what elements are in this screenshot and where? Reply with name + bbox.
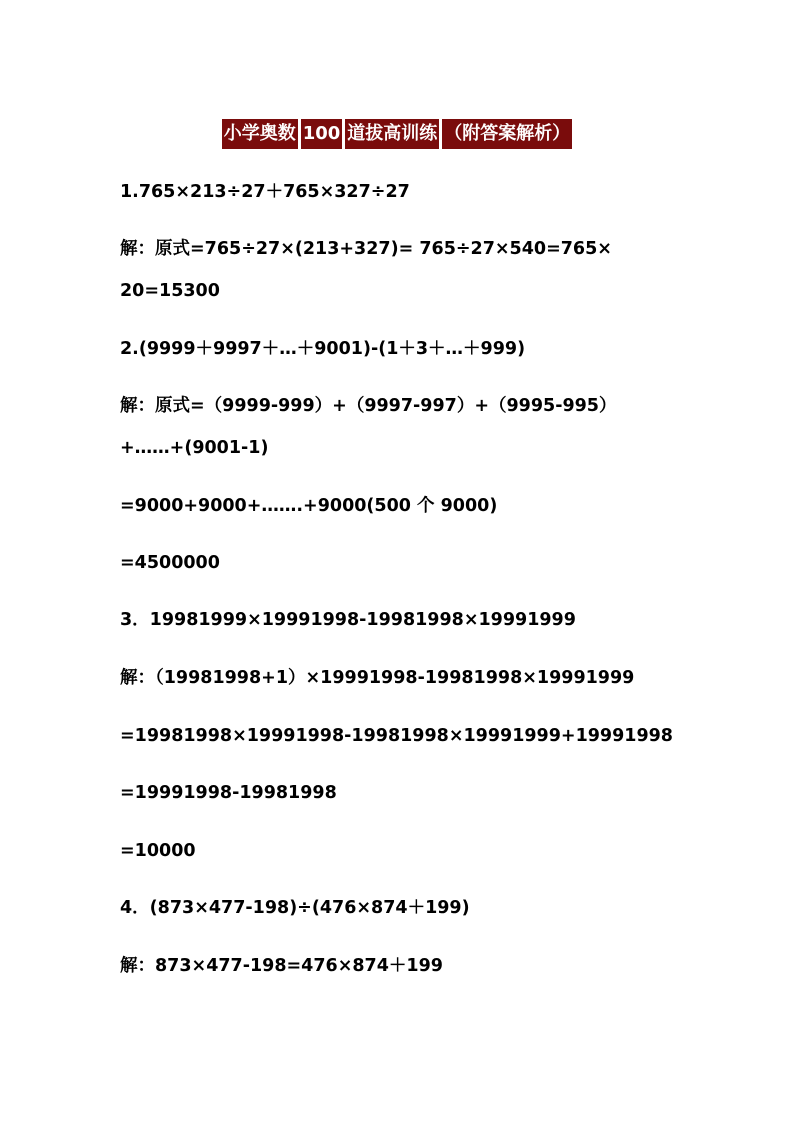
solution-3-line-1: 解：（19981998+1）×19991998-19981998×19991999 bbox=[120, 668, 635, 688]
solution-2-line-2: +……+(9001-1) bbox=[120, 438, 269, 458]
solution-2-line-1: 解：原式=（9999-999）+（9997-997）+（9995-995） bbox=[120, 396, 617, 416]
title-segment: 小学奥数 bbox=[222, 119, 298, 149]
solution-3-line-2: =19981998×19991998-19981998×19991999+19991998 bbox=[120, 726, 673, 746]
problem-4: 4．(873×477-198)÷(476×874＋199) bbox=[120, 898, 470, 918]
problem-2: 2.(9999＋9997＋…＋9001)-(1＋3＋…＋999) bbox=[120, 339, 526, 359]
solution-2-line-3: =9000+9000+…….+9000(500 个 9000) bbox=[120, 496, 498, 516]
problem-1: 1.765×213÷27＋765×327÷27 bbox=[120, 182, 410, 202]
solution-4-line-1: 解：873×477-198=476×874＋199 bbox=[120, 956, 443, 976]
solution-3-line-4: =10000 bbox=[120, 841, 196, 861]
solution-1-line-2: 20=15300 bbox=[120, 281, 220, 301]
document-title bbox=[0, 118, 794, 150]
problem-3: 3．19981999×19991998-19981998×19991999 bbox=[120, 610, 576, 630]
title-segment: 道拔高训练 bbox=[345, 119, 439, 149]
solution-2-line-4: =4500000 bbox=[120, 553, 220, 573]
title-segment: （附答案解析） bbox=[442, 119, 572, 149]
solution-3-line-3: =19991998-19981998 bbox=[120, 783, 337, 803]
solution-1-line-1: 解：原式=765÷27×(213+327)= 765÷27×540=765× bbox=[120, 239, 612, 259]
title-segment: 100 bbox=[301, 119, 343, 149]
